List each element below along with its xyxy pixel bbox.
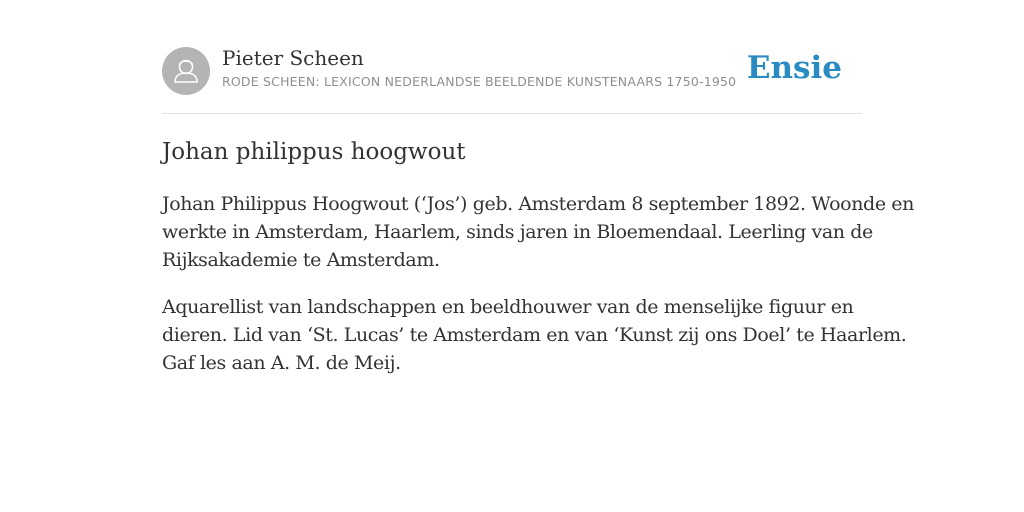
paragraph-line: dieren. Lid van ‘St. Lucas’ te Amsterdam en van ‘Kunst zij ons Doel’ te Haarlem.: [162, 324, 907, 346]
author-avatar[interactable]: [162, 47, 210, 95]
paragraph-line: Gaf les aan A. M. de Meij.: [162, 352, 401, 374]
article-header: [162, 44, 862, 114]
paragraph-line: Johan Philippus Hoogwout (‘Jos’) geb. Amsterdam 8 september 1892. Woonde en: [162, 193, 914, 215]
article-paragraph-2: [162, 293, 907, 377]
ensie-logo[interactable]: Ensie: [746, 50, 842, 86]
article-title: Johan philippus hoogwout: [162, 139, 466, 165]
user-icon: [162, 47, 210, 95]
source-name[interactable]: RODE SCHEEN: LEXICON NEDERLANDSE BEELDENDE KUNSTENAARS 1750-1950: [222, 74, 737, 89]
article-paragraph-1: [162, 190, 914, 274]
author-name[interactable]: Pieter Scheen: [222, 46, 364, 70]
paragraph-line: werkte in Amsterdam, Haarlem, sinds jaren in Bloemendaal. Leerling van de: [162, 221, 873, 243]
paragraph-line: Rijksakademie te Amsterdam.: [162, 249, 440, 271]
paragraph-line: Aquarellist van landschappen en beeldhouwer van de menselijke figuur en: [162, 296, 854, 318]
article-container: [162, 44, 914, 374]
